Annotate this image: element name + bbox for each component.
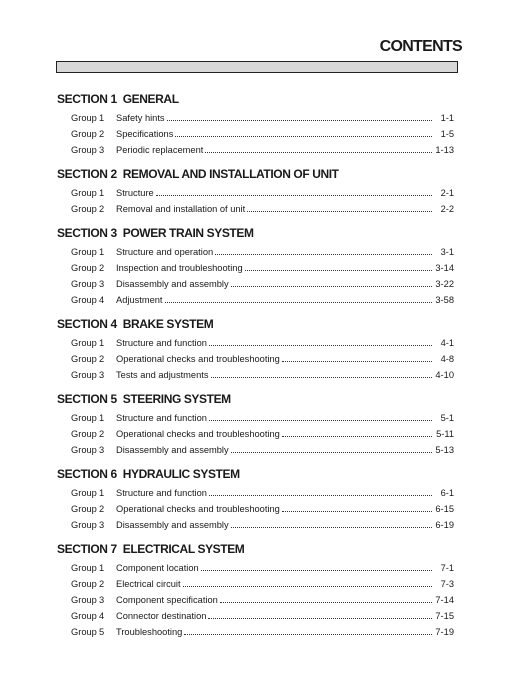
section-number: SECTION 2	[57, 167, 117, 181]
dot-leader	[247, 211, 432, 212]
entry-title: Structure and operation	[116, 247, 214, 257]
page-number: 5-11	[436, 429, 454, 439]
toc-section	[57, 225, 454, 308]
group-label: Group	[71, 295, 97, 305]
entry-title: Tests and adjustments	[116, 370, 209, 380]
section-number: SECTION 4	[57, 317, 117, 331]
dot-leader	[245, 270, 432, 271]
page-number: 6-19	[435, 520, 454, 530]
dot-leader	[282, 436, 432, 437]
dot-leader	[211, 377, 432, 378]
toc-entry[interactable]	[57, 260, 454, 276]
dot-leader	[282, 511, 432, 512]
toc-section	[57, 466, 454, 533]
page-number: 3-14	[435, 263, 454, 273]
toc-entry[interactable]	[57, 110, 454, 126]
group-number: 4	[99, 295, 105, 305]
toc-entry[interactable]	[57, 367, 454, 383]
toc-entry[interactable]	[57, 517, 454, 533]
toc-entry[interactable]	[57, 292, 454, 308]
entry-title: Connector destination	[116, 611, 207, 621]
group-number: 3	[99, 279, 105, 289]
group-number: 1	[99, 338, 105, 348]
toc-entry[interactable]	[57, 426, 454, 442]
toc-entry[interactable]	[57, 624, 454, 640]
dot-leader	[167, 120, 432, 121]
group-number: 1	[99, 188, 105, 198]
toc-section	[57, 166, 454, 217]
entry-title: Component specification	[116, 595, 218, 605]
entry-title: Adjustment	[116, 295, 163, 305]
group-label: Group	[71, 627, 97, 637]
group-label: Group	[71, 354, 97, 364]
group-label: Group	[71, 129, 97, 139]
dot-leader	[209, 345, 432, 346]
group-label: Group	[71, 413, 97, 423]
section-number: SECTION 6	[57, 467, 117, 481]
group-label: Group	[71, 188, 97, 198]
page-number: 3-58	[435, 295, 454, 305]
section-heading[interactable]	[57, 466, 454, 482]
group-label: Group	[71, 488, 97, 498]
group-label: Group	[71, 263, 97, 273]
entry-title: Periodic replacement	[116, 145, 204, 155]
group-number: 2	[99, 129, 105, 139]
toc-entry[interactable]	[57, 335, 454, 351]
toc-entry[interactable]	[57, 244, 454, 260]
entry-title: Structure and function	[116, 488, 207, 498]
title-bar	[56, 61, 458, 73]
entry-title: Inspection and troubleshooting	[116, 263, 243, 273]
group-number: 4	[99, 611, 105, 621]
group-label: Group	[71, 113, 97, 123]
dot-leader	[183, 586, 432, 587]
page-number: 3-22	[435, 279, 454, 289]
toc-entry[interactable]	[57, 201, 454, 217]
toc-entry[interactable]	[57, 276, 454, 292]
section-heading[interactable]	[57, 166, 454, 182]
section-heading[interactable]	[57, 391, 454, 407]
group-number: 1	[99, 563, 105, 573]
page-number: 4-10	[435, 370, 454, 380]
page-number: 3-1	[440, 247, 454, 257]
page-number: 1-5	[440, 129, 454, 139]
group-number: 3	[99, 145, 105, 155]
group-number: 5	[99, 627, 105, 637]
section-number: SECTION 5	[57, 392, 117, 406]
group-number: 2	[99, 579, 105, 589]
page-number: 5-13	[435, 445, 454, 455]
toc-entry[interactable]	[57, 560, 454, 576]
table-of-contents	[57, 91, 454, 648]
page-number: 5-1	[440, 413, 454, 423]
dot-leader	[231, 286, 432, 287]
toc-section	[57, 391, 454, 458]
group-label: Group	[71, 563, 97, 573]
entry-title: Removal and installation of unit	[116, 204, 246, 214]
dot-leader	[165, 302, 432, 303]
page-number: 4-1	[440, 338, 454, 348]
page-title: CONTENTS	[379, 38, 462, 55]
toc-entry[interactable]	[57, 126, 454, 142]
entry-title: Safety hints	[116, 113, 165, 123]
section-title: POWER TRAIN SYSTEM	[122, 226, 254, 240]
group-number: 1	[99, 113, 105, 123]
group-label: Group	[71, 579, 97, 589]
section-title: HYDRAULIC SYSTEM	[122, 467, 240, 481]
group-label: Group	[71, 204, 97, 214]
entry-title: Disassembly and assembly	[116, 445, 229, 455]
toc-entry[interactable]	[57, 142, 454, 158]
page-number: 7-14	[435, 595, 454, 605]
group-label: Group	[71, 445, 97, 455]
entry-title: Operational checks and troubleshooting	[116, 429, 280, 439]
dot-leader	[205, 152, 432, 153]
group-label: Group	[71, 338, 97, 348]
entry-title: Operational checks and troubleshooting	[116, 354, 280, 364]
section-number: SECTION 7	[57, 542, 117, 556]
page-number: 7-19	[435, 627, 454, 637]
group-number: 2	[99, 263, 105, 273]
page-number: 1-13	[435, 145, 454, 155]
dot-leader	[282, 361, 432, 362]
group-label: Group	[71, 145, 97, 155]
entry-title: Structure	[116, 188, 154, 198]
toc-entry[interactable]	[57, 185, 454, 201]
group-number: 2	[99, 504, 105, 514]
dot-leader	[175, 136, 432, 137]
dot-leader	[209, 420, 432, 421]
toc-section	[57, 541, 454, 640]
page-number: 7-1	[440, 563, 454, 573]
group-label: Group	[71, 370, 97, 380]
section-heading[interactable]	[57, 225, 454, 241]
group-label: Group	[71, 520, 97, 530]
page-number: 1-1	[440, 113, 454, 123]
section-title: ELECTRICAL SYSTEM	[122, 542, 245, 556]
entry-title: Specifications	[116, 129, 174, 139]
section-title: BRAKE SYSTEM	[122, 317, 214, 331]
group-label: Group	[71, 279, 97, 289]
section-number: SECTION 1	[57, 92, 117, 106]
section-heading[interactable]	[57, 91, 454, 107]
toc-entry[interactable]	[57, 592, 454, 608]
dot-leader	[201, 570, 432, 571]
group-label: Group	[71, 247, 97, 257]
toc-entry[interactable]	[57, 442, 454, 458]
section-title: GENERAL	[122, 92, 179, 106]
page-number: 6-1	[440, 488, 454, 498]
group-number: 3	[99, 595, 105, 605]
group-number: 2	[99, 204, 105, 214]
section-heading[interactable]	[57, 316, 454, 332]
toc-entry[interactable]	[57, 410, 454, 426]
entry-title: Structure and function	[116, 338, 207, 348]
toc-entry[interactable]	[57, 351, 454, 367]
page-number: 2-1	[440, 188, 454, 198]
page-number: 2-2	[440, 204, 454, 214]
dot-leader	[156, 195, 432, 196]
group-number: 3	[99, 445, 105, 455]
group-label: Group	[71, 504, 97, 514]
toc-entry[interactable]	[57, 576, 454, 592]
group-label: Group	[71, 611, 97, 621]
section-number: SECTION 3	[57, 226, 117, 240]
toc-entry[interactable]	[57, 501, 454, 517]
toc-section	[57, 91, 454, 158]
dot-leader	[231, 527, 432, 528]
group-number: 3	[99, 370, 105, 380]
entry-title: Disassembly and assembly	[116, 520, 229, 530]
dot-leader	[231, 452, 432, 453]
dot-leader	[215, 254, 432, 255]
entry-title: Operational checks and troubleshooting	[116, 504, 280, 514]
entry-title: Electrical circuit	[116, 579, 181, 589]
group-label: Group	[71, 595, 97, 605]
group-number: 1	[99, 488, 105, 498]
toc-section	[57, 316, 454, 383]
group-number: 1	[99, 413, 105, 423]
dot-leader	[220, 602, 432, 603]
group-number: 1	[99, 247, 105, 257]
dot-leader	[184, 634, 432, 635]
page-number: 6-15	[435, 504, 454, 514]
entry-title: Component location	[116, 563, 199, 573]
page-number: 4-8	[440, 354, 454, 364]
group-label: Group	[71, 429, 97, 439]
group-number: 3	[99, 520, 105, 530]
entry-title: Disassembly and assembly	[116, 279, 229, 289]
entry-title: Structure and function	[116, 413, 207, 423]
section-title: REMOVAL AND INSTALLATION OF UNIT	[122, 167, 339, 181]
entry-title: Troubleshooting	[116, 627, 183, 637]
toc-entry[interactable]	[57, 608, 454, 624]
section-title: STEERING SYSTEM	[122, 392, 231, 406]
group-number: 2	[99, 354, 105, 364]
group-number: 2	[99, 429, 105, 439]
dot-leader	[208, 618, 432, 619]
toc-entry[interactable]	[57, 485, 454, 501]
page-number: 7-15	[435, 611, 454, 621]
page-number: 7-3	[440, 579, 454, 589]
dot-leader	[209, 495, 432, 496]
section-heading[interactable]	[57, 541, 454, 557]
